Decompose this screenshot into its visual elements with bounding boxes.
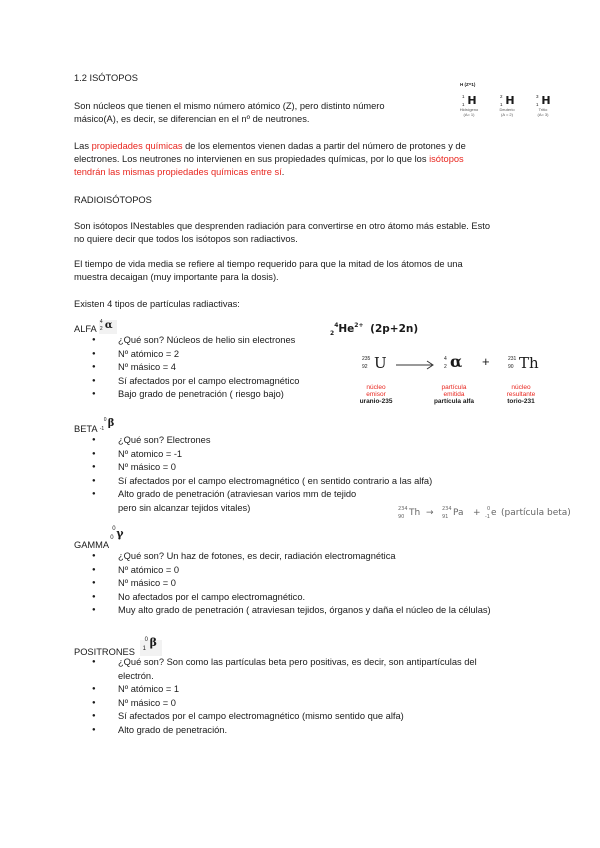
beta-decay-equation [398,506,578,526]
beta-item5-continuation: pero sin alcanzar tejidos vitales) [118,503,251,513]
list-item-continuation [92,670,477,684]
chem-highlight: propiedades químicas [91,141,183,151]
list-item: ● Nº atómico = 0 [92,564,491,578]
list-item: ● ¿Qué son? Electrones [92,434,432,448]
gamma-title: GAMMA [74,540,109,550]
thorium-mass: 234 [398,506,408,512]
thorium-symbol: Th [409,508,421,518]
electron-mass: 0 [487,506,491,512]
radio-paragraph-1 [74,220,490,246]
hydrogen-isotopes-figure [452,82,562,130]
gamma-symbol-box [97,526,124,550]
alfa-heading [74,320,117,334]
caption-resulting: resultante [506,391,536,398]
alpha-mass: 4 [444,356,447,362]
radio-title: RADIOISÓTOPOS [74,195,152,205]
list-item: ● Muy alto grado de penetración ( atraviesan tejidos, órganos y daña el núcleo de la células) [92,604,491,618]
thorium-mass: 231 [508,356,517,362]
chem-text: Las [74,141,92,151]
positron-z: 1 [142,646,146,652]
isotope-symbol: H [541,94,551,107]
positron-mass: 0 [144,637,148,643]
helium-z: 2 [330,330,335,337]
gamma-mass: 0 [112,526,116,532]
intro-line-1: Son núcleos que tienen el mismo número atómico (Z), pero distinto número [74,101,385,111]
isotope-mass: 3 [536,94,539,99]
positron-symbol: β [149,636,157,649]
alpha-decay-equation [352,352,572,412]
isotope-symbol: H [505,94,515,107]
section-title: 1.2 ISÓTOPOS [74,73,138,83]
thorium-z: 90 [508,364,514,370]
radio-p2-line-1: El tiempo de vida media se refiere al tiempo requerido para que la mitad de los átomos de una [74,259,463,269]
chem-props-line-2 [74,153,466,166]
isotope-symbol: H [467,94,477,107]
isotope-z: 1 [500,102,503,107]
list-item: ● ¿Qué son? Núcleos de helio sin electrones [92,334,299,348]
beta-particle-note: (partícula beta) [501,508,571,518]
positrones-heading [74,636,162,657]
beta-symbol-box [99,417,118,434]
protactinium-mass: 234 [442,506,452,512]
radio-p1-line-2: no quiere decir que todos los isótopos son radiactivos. [74,234,298,244]
radio-paragraph-2 [74,258,463,284]
chem-text: . [281,167,285,177]
isotope-figure-label: H (Z=1) [460,82,476,87]
radio-p2-line-2: muestra decaigan (muy importante para la dosis). [74,272,279,282]
list-item: ● No afectados por el campo electromagnético. [92,591,491,605]
chem-props-line-1 [74,140,466,153]
helium-symbol: He [338,323,355,335]
positrones-title: POSITRONES [74,647,135,657]
isotope-name: Tritio [538,107,548,112]
list-item: ● ¿Qué son? Son como las partículas beta pero positivas, es decir, son antipartículas del [92,656,477,670]
alpha-symbol: α [450,352,463,371]
list-item: ● Nº másico = 0 [92,461,432,475]
arrow-icon [396,360,436,370]
list-item: ● Nº atómico = 2 [92,348,299,362]
list-item: ● Sí afectados por el campo electromagnético (mismo sentido que alfa) [92,710,477,724]
helium-formula [330,322,418,337]
isotope-name: Deuterio [499,107,515,112]
chem-props-paragraph [74,140,466,179]
plus-sign: + [482,354,490,369]
alfa-mass: 4 [99,319,103,325]
uranium-mass: 235 [362,356,371,362]
caption-alpha-particle: partícula alfa [433,398,475,405]
gamma-symbol: γ [116,527,124,540]
caption-uranium: uranio-235 [359,398,393,405]
list-item: ● Alto grado de penetración (atraviesan varios mm de tejido [92,488,432,502]
chem-text: electrones. Los neutrones no intervienen en sus propiedades químicas, por lo que los [74,154,430,164]
chem-highlight: isótopos [429,154,464,164]
caption-nucleus-result: núcleo [511,384,531,391]
alfa-title: ALFA [74,324,97,334]
caption-emitter: emisor [366,391,386,398]
alfa-symbol-box [99,320,117,334]
arrow-icon: → [426,508,434,518]
list-item: ● Bajo grado de penetración ( riesgo bajo) [92,388,299,402]
thorium-symbol: Th [519,354,539,372]
isotope-tritium [526,92,560,128]
thorium-z: 90 [398,514,405,520]
protactinium-symbol: Pa [453,508,464,518]
types-intro: Existen 4 tipos de partículas radiactivas: [74,299,240,309]
isotope-detail: (A = 2) [501,112,513,117]
caption-particle: partícula [441,384,467,391]
list-item: ● Nº másico = 0 [92,577,491,591]
helium-note: (2p+2n) [370,323,419,335]
list-item: ● Nº másico = 4 [92,361,299,375]
isotope-detail: (A= 3) [537,112,549,117]
alpha-z: 2 [444,364,447,370]
isotope-name: Hidrógeno [459,107,479,112]
list-item: ● Nº atómico = 1 [92,683,477,697]
list-item: ● Alto grado de penetración. [92,724,477,738]
alfa-symbol: α [104,320,113,331]
chem-props-line-3 [74,166,466,179]
electron-z: -1 [485,514,490,520]
list-item: ● Nº atomico = -1 [92,448,432,462]
list-item: ● Nº másico = 0 [92,697,477,711]
isotope-mass: 2 [500,94,503,99]
caption-nucleus: núcleo [366,384,386,391]
beta-heading [74,417,118,434]
positron-item1-continuation: electrón. [118,670,154,681]
alfa-z: 2 [99,326,103,332]
isotope-z: 1 [462,102,465,107]
list-item: ● Sí afectados por el campo electromagnético [92,375,299,389]
helium-charge: 2+ [354,322,364,329]
caption-thorium: torio-231 [507,398,535,405]
beta-z: -1 [99,426,105,432]
chem-highlight: tendrán las mismas propiedades químicas entre sí [74,167,282,177]
list-item: ● Sí afectados por el campo electromagnético ( en sentido contrario a las alfa) [92,475,432,489]
intro-line-2: másico(A), es decir, se diferencian en el nº de neutrones. [74,114,310,124]
radio-p1-line-1: Son isótopos INestables que desprenden radiación para convertirse en otro átomo más estable. Esto [74,221,491,231]
isotope-z: 1 [536,102,539,107]
positrones-list [92,656,477,738]
beta-list [92,434,432,502]
gamma-list [92,550,491,618]
chem-text: de los elementos vienen dadas a partir del número de protones y de [182,141,466,151]
plus-sign: + [473,508,481,518]
gamma-z: 0 [110,535,114,541]
beta-title: BETA [74,424,98,434]
protactinium-z: 91 [442,514,449,520]
isotope-hydrogen [452,92,486,128]
gamma-heading [74,526,124,550]
uranium-z: 92 [362,364,368,370]
electron-symbol: e [491,508,497,518]
isotope-detail: (A= 1) [463,112,475,117]
helium-mass: 4 [334,322,339,329]
intro-paragraph [74,100,385,126]
isotope-mass: 1 [462,94,465,99]
list-item: ● ¿Qué son? Un haz de fotones, es decir, radiación electromagnética [92,550,491,564]
alfa-list [92,334,299,402]
beta-mass: 0 [103,417,107,423]
caption-emitted: emitida [443,391,465,398]
uranium-symbol: U [374,354,387,372]
positron-symbol-box [140,636,162,656]
beta-symbol: β [107,418,115,429]
isotope-deuterium [490,92,524,128]
